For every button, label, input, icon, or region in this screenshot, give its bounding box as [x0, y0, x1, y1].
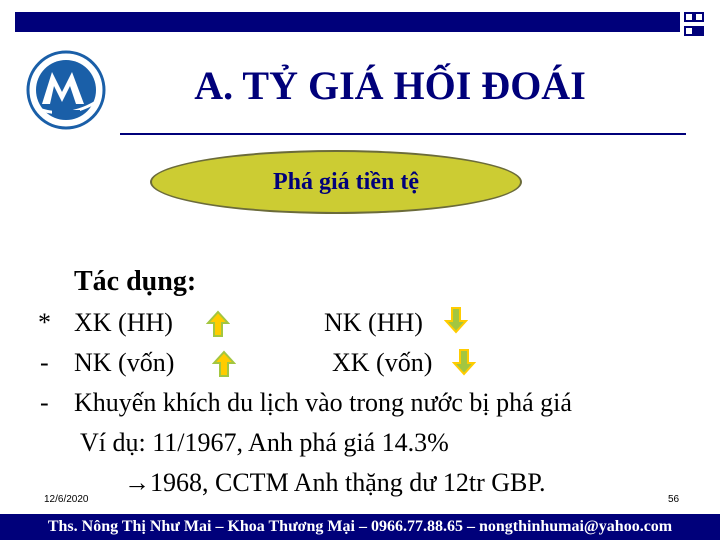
top-bar [15, 12, 680, 32]
corner-square [684, 26, 694, 36]
slide-date: 12/6/2020 [44, 494, 89, 505]
arrow-down-icon [444, 306, 468, 334]
corner-square [684, 12, 694, 22]
arrow-up-icon [212, 350, 236, 378]
row2-left-text: NK (vốn) [74, 348, 175, 377]
bullet-dash: - [40, 348, 49, 377]
slide-title: A. TỶ GIÁ HỐI ĐOÁI [194, 63, 586, 108]
arrow-up-icon [206, 310, 230, 338]
result-text: 1968, CCTM Anh thặng dư 12tr GBP. [150, 468, 546, 497]
corner-squares [684, 12, 704, 40]
line3-text: Khuyến khích du lịch vào trong nước bị phá giá [74, 388, 572, 417]
footer-text: Ths. Nông Thị Như Mai – Khoa Thương Mại – 0966.77.88.65 – nongthinhumai@yahoo.com [47, 518, 673, 535]
footer-bar [0, 514, 720, 540]
title-divider [120, 133, 686, 135]
result-arrow-icon: → [124, 468, 150, 497]
row1-right-text: NK (HH) [324, 308, 423, 337]
row2-right-text: XK (vốn) [332, 348, 433, 377]
example-text: Ví dụ: 11/1967, Anh phá giá 14.3% [80, 428, 449, 457]
section-heading: Tác dụng: [74, 266, 197, 297]
topic-oval [150, 150, 522, 214]
bullet-dash: - [40, 388, 49, 417]
page-number: 56 [668, 494, 680, 505]
topic-oval-label: Phá giá tiền tệ [273, 168, 419, 195]
arrow-down-icon [452, 348, 476, 376]
bullet-star: * [38, 308, 51, 337]
row1-left-text: XK (HH) [74, 308, 173, 337]
corner-square [694, 12, 704, 22]
corner-square [694, 26, 704, 36]
university-logo [26, 50, 106, 130]
